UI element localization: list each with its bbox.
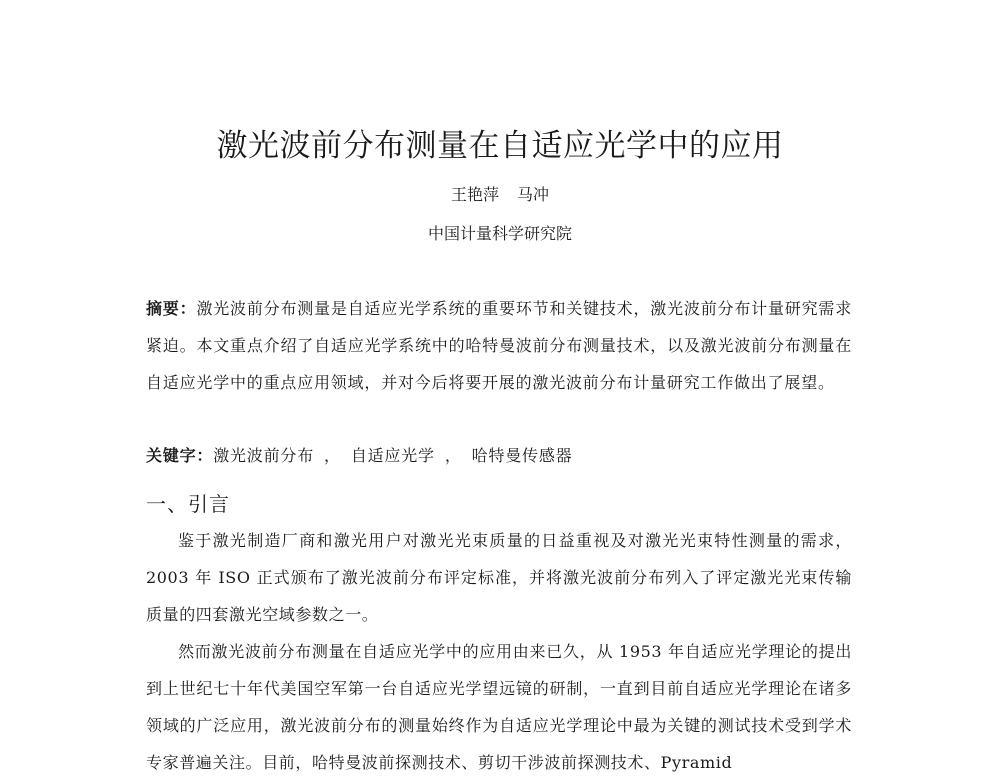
author-list [0, 181, 1000, 209]
affiliation: 中国计量科学研究院 [427, 224, 572, 243]
keywords [146, 437, 852, 474]
author-name: 王艳萍 [450, 185, 499, 204]
keyword-separator: ， [444, 446, 462, 465]
section-heading: 一、引言 [146, 492, 230, 516]
keyword-separator: ， [324, 446, 341, 465]
body-paragraph: 鉴于激光制造厂商和激光用户对激光光束质量的日益重视及对激光光束特性测量的需求，2003 年 ISO 正式颁布了激光波前分布评定标准，并将激光波前分布列入了评定激光光束传输质量的四套激光空域参数之一。 [146, 531, 852, 624]
keyword: 激光波前分布 [213, 446, 315, 465]
body-paragraph: 然而激光波前分布测量在自适应光学中的应用由来已久，从 1953 年自适应光学理论的提出到上世纪七十年代美国空军第一台自适应光学望远镜的研制，一直到目前自适应光学理论在诸多领域的广泛应用，激光波前分布的测量始终作为自适应光学理论中最为关键的测试技术受到学术专家普遍关注。目前，哈特曼波前探测技术、剪切干涉波前探测技术、Pyramid [146, 642, 852, 772]
author-name: 马冲 [517, 185, 550, 204]
section-body [146, 522, 852, 781]
keyword: 自适应光学 [350, 446, 435, 465]
keyword: 哈特曼传感器 [471, 446, 573, 465]
abstract-text: 激光波前分布测量是自适应光学系统的重要环节和关键技术，激光波前分布计量研究需求紧迫。本文重点介绍了自适应光学系统中的哈特曼波前分布测量技术，以及激光波前分布测量在自适应光学中的重点应用领域，并对今后将要开展的激光波前分布计量研究工作做出了展望。 [146, 299, 853, 392]
abstract-label: 摘要： [146, 299, 197, 318]
keywords-label: 关键字： [146, 446, 214, 465]
paper-title: 激光波前分布测量在自适应光学中的应用 [216, 128, 784, 164]
abstract [146, 290, 852, 401]
